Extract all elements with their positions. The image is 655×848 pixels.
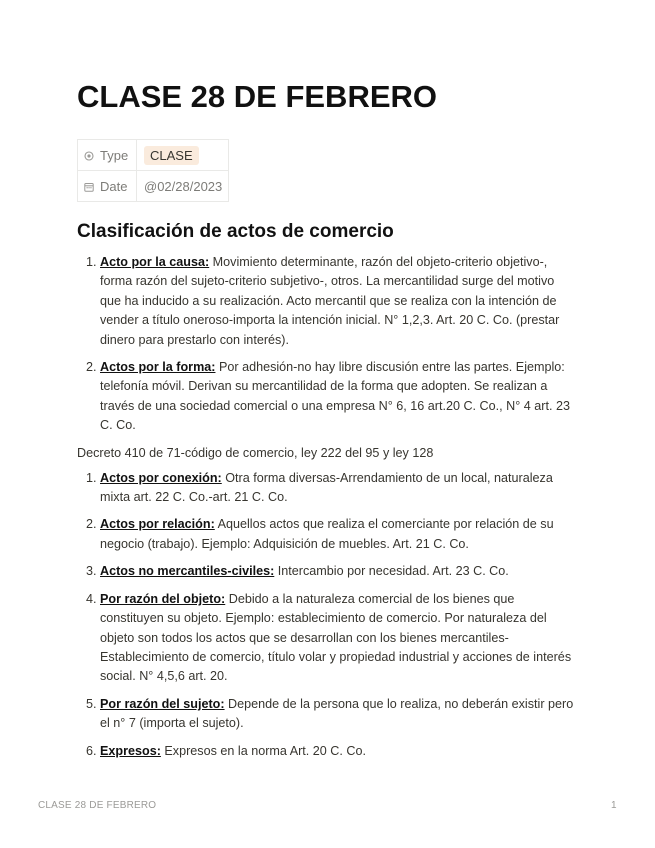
list-item [100,695,577,734]
list-item [100,742,577,761]
list-item [100,515,577,554]
property-label: Date [100,178,128,194]
type-icon [84,151,94,161]
list-item [100,562,577,581]
property-row-date [78,171,229,202]
item-lead: Por razón del sujeto: [100,696,225,711]
page-number: 1 [611,800,617,811]
item-lead: Actos por la forma: [100,360,216,375]
item-lead: Actos por relación: [100,517,215,532]
item-text: Por adhesión-no hay libre discusión entre las partes. Ejemplo: telefonía móvil. Derivan su mercantilidad de la forma que adopten. Se realizan a través de una sociedad comercial o una empresa N° 6, 16 art.20 C. Co., N° 4 art. 23 C. Co. [100,360,570,433]
item-text: Expresos en la norma Art. 20 C. Co. [160,743,366,758]
item-text: Intercambio por necesidad. Art. 23 C. Co. [274,564,509,579]
item-text: Otra forma diversas-Arrendamiento de un local, naturaleza mixta art. 22 C. Co.-art. 21 C. Co. [100,470,553,505]
property-key-date [78,171,137,202]
item-lead: Por razón del objeto: [100,591,226,606]
property-value-type [137,140,229,171]
item-lead: Expresos: [100,743,161,758]
property-row-type [78,140,229,171]
list-item [100,590,577,687]
properties-table [77,139,229,202]
list-item [100,469,577,508]
list-item [100,253,577,350]
property-value-date: @02/28/2023 [137,171,229,202]
page-title: CLASE 28 DE FEBRERO [77,79,438,114]
item-text: Aquellos actos que realiza el comerciante por relación de su negocio (trabajo). Ejemplo: Adquisición de muebles. Art. 21 C. Co. [100,517,554,551]
property-key-type [78,140,137,171]
document [77,78,577,769]
list-item [100,358,577,436]
footer-title: CLASE 28 DE FEBRERO [38,800,157,811]
type-tag: CLASE [144,146,199,165]
item-lead: Actos no mercantiles-civiles: [100,564,275,579]
item-text: Depende de la persona que lo realiza, no deberán existir pero el n° 7 (importa el sujeto). [100,696,574,731]
item-text: Movimiento determinante, razón del objeto-criterio objetivo-, forma razón del sujeto-criterio subjetivo-, otros. La mercantilidad surge del motivo que ha inducido a su realización. Acto mercantil que se realiza con la intención de vender a título oneroso-importa la intención inicial. N° 1,2,3. Art. 20 C. Co. (prestar dinero para prestarlo con interés). [100,255,560,347]
acts-list-1 [77,253,577,436]
item-lead: Actos por conexión: [100,470,222,485]
acts-list-2 [77,469,577,761]
property-label: Type [100,147,129,163]
calendar-icon [84,182,94,192]
item-text: Debido a la naturaleza comercial de los bienes que constituyen su objeto. Ejemplo: establecimiento de comercio. Por naturaleza del objeto son todos los actos que se desarrollan con los bienes mercantiles-Establecimiento de comercio, título volar y propiedad industrial y acciones de interés social. N° 4,5,6 art. 20. [100,591,572,684]
decree-note: Decreto 410 de 71-código de comercio, ley 222 del 95 y ley 128 [77,445,434,460]
section-heading: Clasificación de actos de comercio [77,221,394,242]
item-lead: Acto por la causa: [100,255,210,269]
